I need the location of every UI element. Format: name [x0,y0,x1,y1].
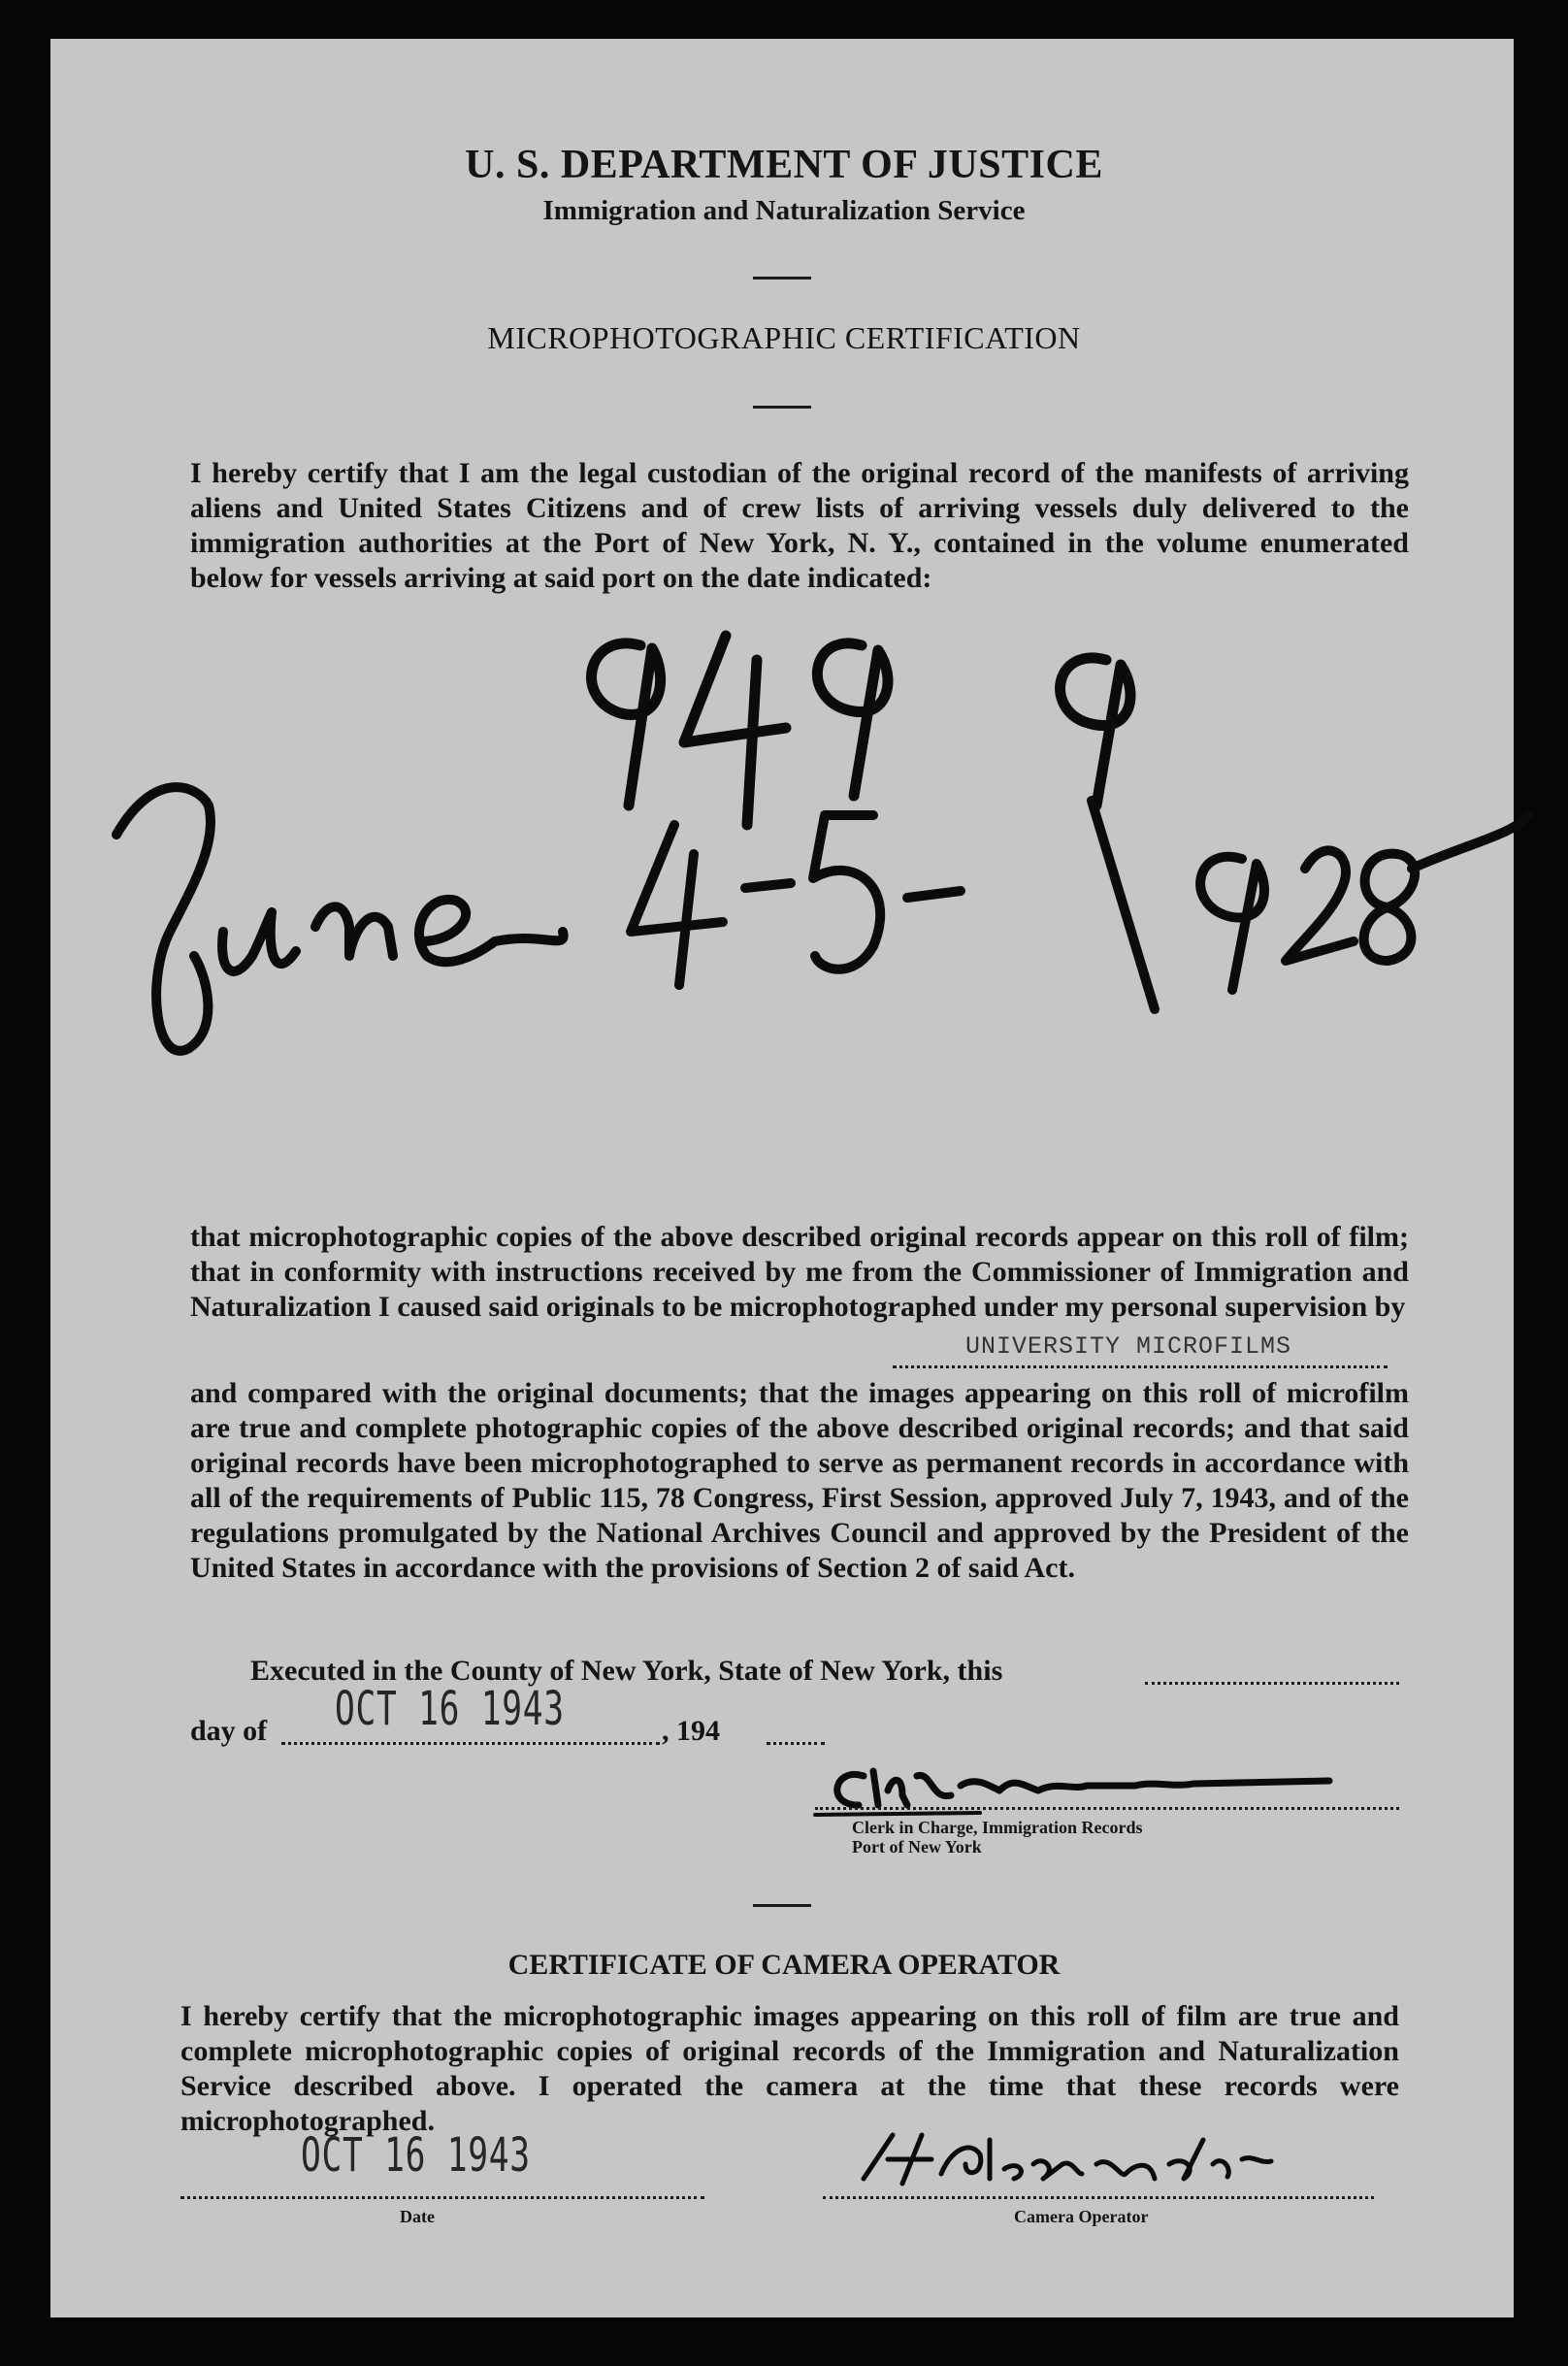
operator-signature [834,2120,1320,2198]
clerk-title-line1: Clerk in Charge, Immigration Records [852,1818,1143,1837]
year-label: , 194 [662,1715,720,1747]
executed-statement: Executed in the County of New York, State of New York, this [250,1655,1003,1687]
camera-date-stamp: OCT 16 1943 [301,2128,531,2183]
camera-date-line [180,2196,704,2199]
camera-certificate-title: CERTIFICATE OF CAMERA OPERATOR [507,1949,1061,1981]
camera-operator-line [823,2196,1374,2199]
handwritten-volume-date [0,0,1568,1116]
intro-paragraph: I hereby certify that I am the legal custodian of the original record of the manifests of arriving aliens and United States Citizens and of crew lists of arriving vessels duly delivered to the immigration authorities at the Port of New York, N. Y., contained in the volume enumerated below for vessels arriving at said port on the date indicated: [190,457,1409,594]
executed-day-line [1145,1682,1399,1685]
year-line [767,1742,825,1745]
clerk-signature [805,1747,1349,1824]
supervisor-typed: UNIVERSITY MICROFILMS [965,1332,1292,1361]
camera-operator-label: Camera Operator [1014,2207,1149,2226]
day-of-line [281,1742,660,1745]
service-subheading: Immigration and Naturalization Service [542,195,1026,226]
camera-date-label: Date [400,2207,435,2226]
department-heading: U. S. DEPARTMENT OF JUSTICE [465,143,1103,187]
body-paragraph-part1: that microphotographic copies of the above described original records appear on this roll of film; that in conformity with instructions received by me from the Commissioner of Immigration and Naturalization I caused said originals to be microphotographed under my personal supervision by [190,1221,1409,1323]
day-of-label: day of [190,1715,268,1747]
date-stamp: OCT 16 1943 [335,1682,565,1736]
supervisor-line [893,1365,1388,1368]
camera-certificate-text: I hereby certify that the microphotographic images appearing on this roll of film are true and complete microphotographic copies of original records of the Immigration and Naturalization Service described above. I operated the camera at the time that these records were microphotographed. [180,2000,1399,2137]
certification-title: MICROPHOTOGRAPHIC CERTIFICATION [487,320,1081,355]
body-paragraph-part2: and compared with the original documents; that the images appearing on this roll of microfilm are true and complete photographic copies of the above described original records; and that said original records have been microphotographed to serve as permanent records in accordance with all of the requirements of Public 115, 78 Congress, First Session, approved July 7, 1943, and of the regulations promulgated by the National Archives Council and approved by the President of the United States in accordance with the provisions of Section 2 of said Act. [190,1377,1409,1584]
clerk-title-line2: Port of New York [852,1837,982,1857]
divider [753,1904,811,1907]
clerk-signature-line [815,1807,1399,1810]
